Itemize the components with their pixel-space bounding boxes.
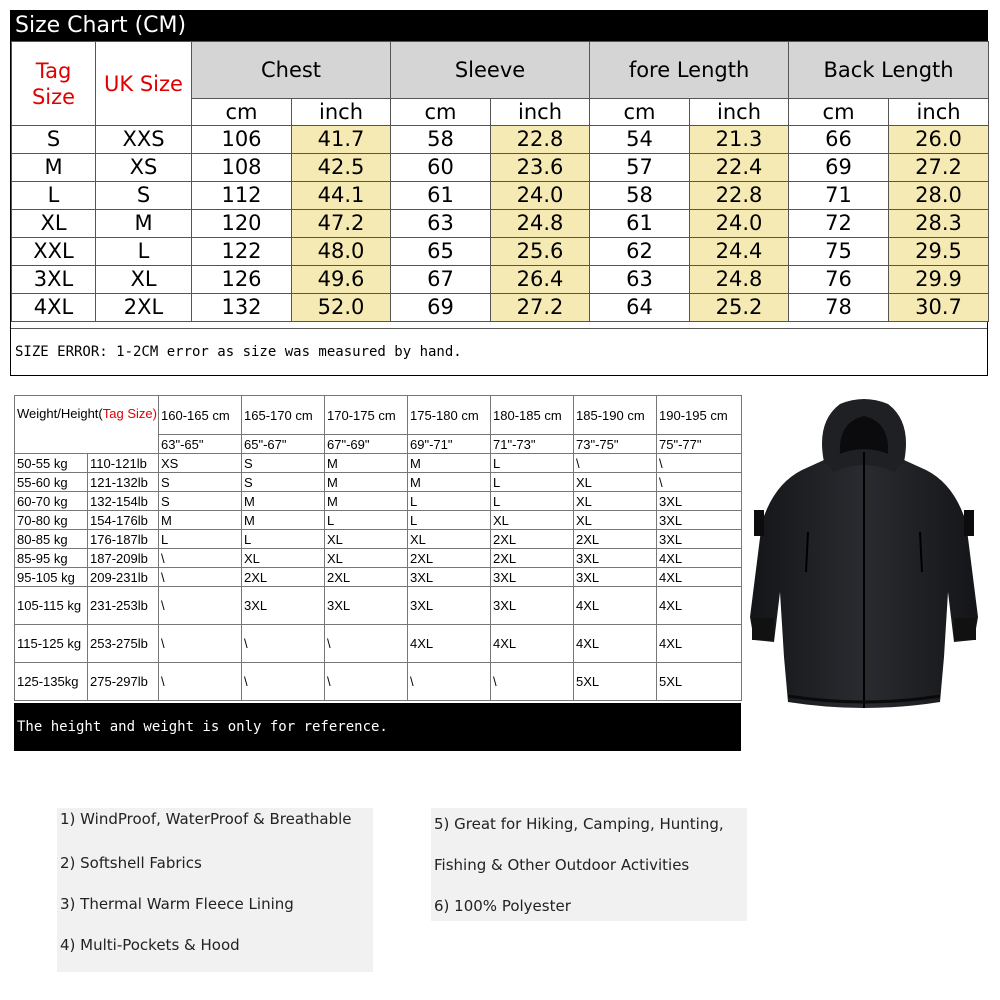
size-cell-sleeve-cm: 60 (391, 154, 491, 182)
recommended-size-cell: \ (325, 663, 408, 701)
height-in-header: 71"-73" (491, 435, 574, 454)
size-row (12, 182, 989, 210)
features-left (57, 808, 373, 972)
recommended-size-cell: 3XL (491, 587, 574, 625)
recommended-size-cell: L (491, 492, 574, 511)
size-cell-chest-in: 49.6 (292, 266, 391, 294)
recommended-size-cell: L (408, 492, 491, 511)
size-cell-fore-cm: 54 (590, 126, 690, 154)
recommended-size-cell: S (242, 473, 325, 492)
recommended-size-cell: M (325, 473, 408, 492)
size-cell-tag: XL (12, 210, 96, 238)
weight-row (15, 492, 742, 511)
corner-label-red-text: Tag Size) (102, 406, 157, 421)
weight-lb-cell: 275-297lb (88, 663, 159, 701)
size-cell-uk: S (96, 182, 192, 210)
size-cell-fore-in: 22.4 (690, 154, 789, 182)
reference-note: The height and weight is only for reference. (14, 703, 741, 751)
recommended-size-cell: \ (408, 663, 491, 701)
weight-row (15, 511, 742, 530)
recommended-size-cell: XL (325, 530, 408, 549)
recommended-size-cell: M (408, 454, 491, 473)
size-cell-sleeve-in: 22.8 (491, 126, 590, 154)
features-right (431, 808, 747, 921)
recommended-size-cell: \ (325, 625, 408, 663)
size-cell-back-cm: 66 (789, 126, 889, 154)
recommended-size-cell: 3XL (408, 568, 491, 587)
recommended-size-cell: \ (159, 663, 242, 701)
recommended-size-cell: \ (159, 587, 242, 625)
size-cell-chest-cm: 126 (192, 266, 292, 294)
recommended-size-cell: \ (491, 663, 574, 701)
feature-item: 5) Great for Hiking, Camping, Hunting, (434, 815, 724, 833)
weight-lb-cell: 110-121lb (88, 454, 159, 473)
size-cell-back-in: 28.0 (889, 182, 989, 210)
recommended-size-cell: L (491, 454, 574, 473)
size-cell-chest-in: 44.1 (292, 182, 391, 210)
size-cell-back-cm: 78 (789, 294, 889, 322)
weight-row (15, 530, 742, 549)
size-cell-uk: 2XL (96, 294, 192, 322)
feature-item: 6) 100% Polyester (434, 897, 571, 915)
size-cell-sleeve-in: 26.4 (491, 266, 590, 294)
cuff-right (954, 618, 976, 640)
chest-header: Chest (192, 42, 391, 99)
recommended-size-cell: 4XL (491, 625, 574, 663)
weight-height-chart (14, 395, 741, 751)
size-cell-chest-in: 52.0 (292, 294, 391, 322)
recommended-size-cell: 5XL (574, 663, 657, 701)
size-cell-back-in: 27.2 (889, 154, 989, 182)
recommended-size-cell: 4XL (657, 549, 742, 568)
recommended-size-cell: M (325, 492, 408, 511)
recommended-size-cell: \ (657, 454, 742, 473)
recommended-size-cell: XL (574, 473, 657, 492)
size-cell-tag: L (12, 182, 96, 210)
weight-row (15, 549, 742, 568)
recommended-size-cell: M (242, 511, 325, 530)
height-cm-header: 175-180 cm (408, 396, 491, 435)
recommended-size-cell: 2XL (408, 549, 491, 568)
weight-lb-cell: 209-231lb (88, 568, 159, 587)
size-cell-fore-cm: 63 (590, 266, 690, 294)
height-in-header: 73"-75" (574, 435, 657, 454)
weight-row (15, 587, 742, 625)
size-cell-back-in: 30.7 (889, 294, 989, 322)
weight-height-corner-label (15, 396, 159, 454)
size-cell-chest-in: 42.5 (292, 154, 391, 182)
height-cm-header: 165-170 cm (242, 396, 325, 435)
size-cell-back-cm: 69 (789, 154, 889, 182)
recommended-size-cell: XL (242, 549, 325, 568)
size-cell-fore-cm: 62 (590, 238, 690, 266)
recommended-size-cell: M (408, 473, 491, 492)
recommended-size-cell: \ (242, 625, 325, 663)
recommended-size-cell: S (159, 473, 242, 492)
size-cell-uk: L (96, 238, 192, 266)
recommended-size-cell: 5XL (657, 663, 742, 701)
size-cell-chest-in: 41.7 (292, 126, 391, 154)
size-cell-uk: M (96, 210, 192, 238)
unit-inch-header: inch (491, 99, 590, 126)
weight-row (15, 625, 742, 663)
recommended-size-cell: 4XL (657, 568, 742, 587)
tag-size-header: Tag Size (12, 42, 96, 126)
recommended-size-cell: \ (159, 549, 242, 568)
jacket-image (744, 392, 984, 722)
fore-length-header: fore Length (590, 42, 789, 99)
recommended-size-cell: M (242, 492, 325, 511)
recommended-size-cell: XL (574, 492, 657, 511)
weight-lb-cell: 187-209lb (88, 549, 159, 568)
size-cell-sleeve-cm: 65 (391, 238, 491, 266)
weight-lb-cell: 121-132lb (88, 473, 159, 492)
recommended-size-cell: XL (325, 549, 408, 568)
size-cell-sleeve-in: 24.8 (491, 210, 590, 238)
height-in-header: 67"-69" (325, 435, 408, 454)
recommended-size-cell: \ (242, 663, 325, 701)
recommended-size-cell: L (491, 473, 574, 492)
weight-kg-cell: 115-125 kg (15, 625, 88, 663)
feature-item: 4) Multi-Pockets & Hood (60, 936, 240, 954)
weight-row (15, 454, 742, 473)
height-in-header: 65"-67" (242, 435, 325, 454)
height-cm-header: 180-185 cm (491, 396, 574, 435)
weight-height-table (14, 395, 742, 701)
unit-cm-header: cm (391, 99, 491, 126)
recommended-size-cell: M (159, 511, 242, 530)
recommended-size-cell: L (325, 511, 408, 530)
weight-kg-cell: 95-105 kg (15, 568, 88, 587)
size-chart (10, 10, 988, 376)
size-cell-chest-cm: 132 (192, 294, 292, 322)
size-cell-tag: XXL (12, 238, 96, 266)
recommended-size-cell: S (242, 454, 325, 473)
size-cell-fore-cm: 64 (590, 294, 690, 322)
recommended-size-cell: \ (159, 568, 242, 587)
size-cell-back-cm: 76 (789, 266, 889, 294)
height-cm-header: 170-175 cm (325, 396, 408, 435)
cuff-left (752, 618, 774, 640)
weight-row (15, 473, 742, 492)
feature-item: 2) Softshell Fabrics (60, 854, 202, 872)
weight-row (15, 568, 742, 587)
corner-label-text: Weight/Height( (17, 406, 103, 421)
weight-kg-cell: 80-85 kg (15, 530, 88, 549)
recommended-size-cell: \ (657, 473, 742, 492)
height-in-header: 75"-77" (657, 435, 742, 454)
size-cell-chest-cm: 106 (192, 126, 292, 154)
size-row (12, 266, 989, 294)
size-cell-back-cm: 75 (789, 238, 889, 266)
recommended-size-cell: L (242, 530, 325, 549)
size-cell-uk: XS (96, 154, 192, 182)
size-cell-uk: XXS (96, 126, 192, 154)
size-cell-tag: 4XL (12, 294, 96, 322)
size-cell-fore-in: 24.0 (690, 210, 789, 238)
size-cell-sleeve-in: 25.6 (491, 238, 590, 266)
recommended-size-cell: \ (574, 454, 657, 473)
size-cell-tag: M (12, 154, 96, 182)
recommended-size-cell: XL (574, 511, 657, 530)
recommended-size-cell: 2XL (491, 530, 574, 549)
size-chart-table (11, 41, 989, 322)
size-cell-tag: 3XL (12, 266, 96, 294)
recommended-size-cell: \ (159, 625, 242, 663)
recommended-size-cell: 3XL (657, 511, 742, 530)
size-cell-fore-in: 21.3 (690, 126, 789, 154)
size-row (12, 238, 989, 266)
size-cell-uk: XL (96, 266, 192, 294)
size-cell-chest-in: 48.0 (292, 238, 391, 266)
feature-item: 1) WindProof, WaterProof & Breathable (60, 810, 352, 828)
size-cell-back-in: 26.0 (889, 126, 989, 154)
size-cell-sleeve-in: 24.0 (491, 182, 590, 210)
weight-kg-cell: 85-95 kg (15, 549, 88, 568)
weight-lb-cell: 154-176lb (88, 511, 159, 530)
unit-cm-header: cm (192, 99, 292, 126)
feature-item: 3) Thermal Warm Fleece Lining (60, 895, 294, 913)
recommended-size-cell: L (408, 511, 491, 530)
unit-inch-header: inch (690, 99, 789, 126)
uk-size-header: UK Size (96, 42, 192, 126)
size-cell-sleeve-cm: 67 (391, 266, 491, 294)
weight-lb-cell: 132-154lb (88, 492, 159, 511)
recommended-size-cell: 4XL (408, 625, 491, 663)
size-cell-sleeve-cm: 69 (391, 294, 491, 322)
recommended-size-cell: 3XL (657, 530, 742, 549)
weight-kg-cell: 105-115 kg (15, 587, 88, 625)
unit-cm-header: cm (789, 99, 889, 126)
size-cell-back-in: 29.5 (889, 238, 989, 266)
size-cell-tag: S (12, 126, 96, 154)
size-cell-sleeve-in: 27.2 (491, 294, 590, 322)
recommended-size-cell: 2XL (325, 568, 408, 587)
recommended-size-cell: 3XL (657, 492, 742, 511)
size-cell-back-cm: 71 (789, 182, 889, 210)
recommended-size-cell: 3XL (574, 549, 657, 568)
size-cell-fore-in: 22.8 (690, 182, 789, 210)
size-cell-back-in: 28.3 (889, 210, 989, 238)
size-cell-fore-cm: 58 (590, 182, 690, 210)
weight-kg-cell: 125-135kg (15, 663, 88, 701)
height-cm-header: 190-195 cm (657, 396, 742, 435)
size-cell-sleeve-cm: 63 (391, 210, 491, 238)
height-cm-header: 185-190 cm (574, 396, 657, 435)
recommended-size-cell: 4XL (574, 625, 657, 663)
arm-pocket-right (964, 510, 974, 536)
weight-lb-cell: 253-275lb (88, 625, 159, 663)
size-error-note: SIZE ERROR: 1-2CM error as size was measured by hand. (11, 328, 987, 375)
recommended-size-cell: 3XL (325, 587, 408, 625)
recommended-size-cell: 3XL (574, 568, 657, 587)
recommended-size-cell: XL (491, 511, 574, 530)
recommended-size-cell: 4XL (657, 587, 742, 625)
weight-row (15, 663, 742, 701)
size-row (12, 294, 989, 322)
recommended-size-cell: 4XL (574, 587, 657, 625)
recommended-size-cell: 2XL (242, 568, 325, 587)
size-row (12, 154, 989, 182)
weight-kg-cell: 60-70 kg (15, 492, 88, 511)
arm-pocket-left (754, 510, 764, 536)
back-length-header: Back Length (789, 42, 989, 99)
weight-kg-cell: 70-80 kg (15, 511, 88, 530)
size-cell-chest-cm: 112 (192, 182, 292, 210)
recommended-size-cell: S (159, 492, 242, 511)
size-cell-sleeve-cm: 61 (391, 182, 491, 210)
size-cell-chest-in: 47.2 (292, 210, 391, 238)
size-cell-chest-cm: 122 (192, 238, 292, 266)
size-row (12, 126, 989, 154)
unit-cm-header: cm (590, 99, 690, 126)
recommended-size-cell: 2XL (574, 530, 657, 549)
height-cm-header: 160-165 cm (159, 396, 242, 435)
recommended-size-cell: M (325, 454, 408, 473)
size-cell-fore-in: 25.2 (690, 294, 789, 322)
recommended-size-cell: L (159, 530, 242, 549)
size-cell-sleeve-in: 23.6 (491, 154, 590, 182)
unit-inch-header: inch (889, 99, 989, 126)
size-row (12, 210, 989, 238)
weight-kg-cell: 55-60 kg (15, 473, 88, 492)
recommended-size-cell: 3XL (242, 587, 325, 625)
size-cell-fore-in: 24.4 (690, 238, 789, 266)
size-cell-chest-cm: 120 (192, 210, 292, 238)
weight-kg-cell: 50-55 kg (15, 454, 88, 473)
recommended-size-cell: XL (408, 530, 491, 549)
recommended-size-cell: 3XL (491, 568, 574, 587)
recommended-size-cell: XS (159, 454, 242, 473)
recommended-size-cell: 2XL (491, 549, 574, 568)
feature-item: Fishing & Other Outdoor Activities (434, 856, 690, 874)
sleeve-header: Sleeve (391, 42, 590, 99)
height-in-header: 63"-65" (159, 435, 242, 454)
weight-lb-cell: 176-187lb (88, 530, 159, 549)
recommended-size-cell: 4XL (657, 625, 742, 663)
weight-lb-cell: 231-253lb (88, 587, 159, 625)
size-cell-back-cm: 72 (789, 210, 889, 238)
size-cell-back-in: 29.9 (889, 266, 989, 294)
size-cell-fore-cm: 57 (590, 154, 690, 182)
size-cell-fore-cm: 61 (590, 210, 690, 238)
unit-inch-header: inch (292, 99, 391, 126)
height-in-header: 69"-71" (408, 435, 491, 454)
size-cell-sleeve-cm: 58 (391, 126, 491, 154)
size-cell-fore-in: 24.8 (690, 266, 789, 294)
size-cell-chest-cm: 108 (192, 154, 292, 182)
size-chart-title: Size Chart (CM) (11, 11, 987, 41)
recommended-size-cell: 3XL (408, 587, 491, 625)
